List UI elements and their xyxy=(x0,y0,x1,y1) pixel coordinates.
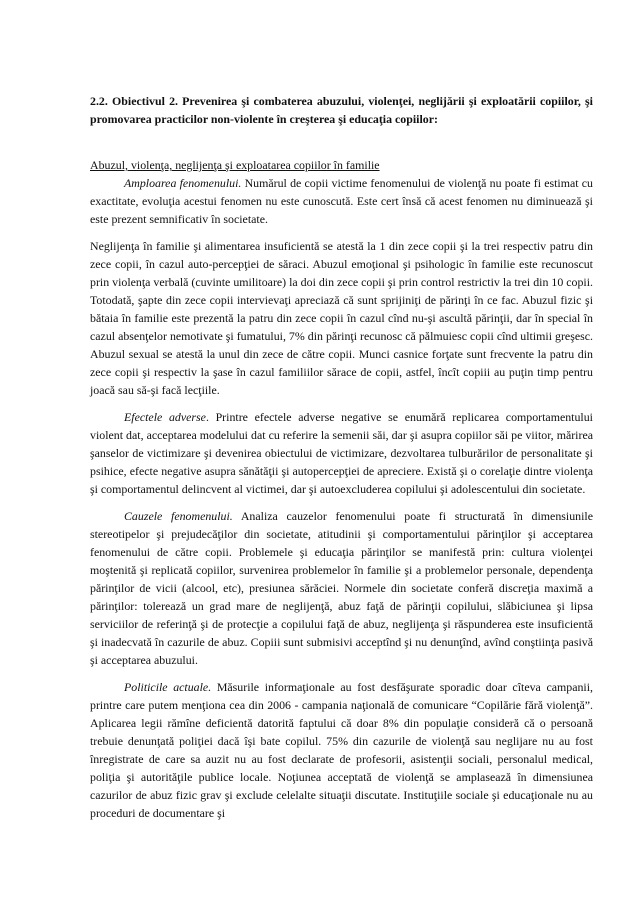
paragraph-lead: Amploarea fenomenului. xyxy=(124,176,242,190)
paragraph-amploarea xyxy=(90,174,593,228)
paragraph-efectele xyxy=(90,408,593,498)
paragraph-text: Analiza cauzelor fenomenului poate fi structurată în dimensiunile stereotipelor şi prejudecăţilor din societate, atitudinii şi comportamentului părinţilor şi acceptarea fenomenului de către copii. Problemele şi educaţia părinţilor se manifestă prin: cultura violenţei moştenită şi replicată copiilor, survenirea problemelor în familie şi a problemelor personale, dependenţa părinţilor de vicii (alcool, etc), presiunea sărăciei. Normele din societate conferă discreţia maximă a părinţilor: tolerează un grad mare de neglijenţă, abuz faţă de părinţii copilului, slăbiciunea şi lipsa serviciilor de referinţă şi de protecţie a copilului faţă de abuz, neglijenţa şi răspunderea este insuficientă şi inadecvată în cazurile de abuz. Copiii sunt submisivi acceptînd şi nu denunţînd, avînd conştiinţa pasivă şi acceptarea abuzului. xyxy=(90,509,593,667)
paragraph-lead: Politicile actuale. xyxy=(124,680,212,694)
paragraph-politicile xyxy=(90,678,593,822)
paragraph-lead: Efectele adverse xyxy=(124,410,206,424)
paragraph-lead: Cauzele fenomenului. xyxy=(124,509,233,523)
paragraph-cauzele xyxy=(90,507,593,669)
paragraph-text: Măsurile informaţionale au fost desfăşurate sporadic doar cîteva campanii, printre care putem menţiona cea din 2006 - campania naţională de comunicare “Copilărie fără violenţă”. Aplicarea legii rămîne deficientă datorită faptului că doar 8% din populaţie consideră că o persoană trebuie denunţată poliţiei dacă îşi bate copilul. 75% din cazurile de violenţă sau neglijare nu au fost înregistrate de care sa auzit nu au fost declarate de profesorii, asistenţii sociali, personalul medical, poliţia şi autorităţile publice locale. Noţiunea acceptată de violenţă se amplasează în dimensiunea cazurilor de abuz fizic grav şi exclude celelalte situaţii discutate. Instituţiile sociale şi educaţionale nu au proceduri de documentare şi xyxy=(90,680,593,820)
section-heading: 2.2. Obiectivul 2. Prevenirea şi combaterea abuzului, violenţei, neglijării şi exploatării copiilor, şi promovarea practicilor non-violente în creşterea şi educaţia copiilor: xyxy=(90,94,593,126)
paragraph-text: Numărul de copii victime fenomenului de violenţă nu poate fi estimat cu exactitate, evoluţia acestui fenomen nu este cunoscută. Este cert însă că acest fenomen nu diminuează şi este prezent semnificativ în societate. xyxy=(90,176,593,226)
document-body xyxy=(90,92,593,822)
section-subheading: Abuzul, violenţa, neglijenţa şi exploatarea copiilor în familie xyxy=(90,158,380,172)
paragraph-neglijenta xyxy=(90,237,593,399)
paragraph-text: . Printre efectele adverse negative se enumără replicarea comportamentului violent dat, acceptarea modelului dat cu referire la semenii săi, dar şi asupra copiilor săi pe viitor, mărirea şanselor de victimizare şi devenirea obiectului de victimizare, dezvoltarea tulburărilor de personalitate şi psihice, efecte negative asupra sănătăţii şi autopercepţiei de apreciere. Există şi o corelaţie dintre violenţa şi comportamentul delincvent al victimei, dar şi autoexcluderea copilului şi adolescentului din societate. xyxy=(90,410,593,496)
paragraph-text: Neglijenţa în familie şi alimentarea insuficientă se atestă la 1 din zece copii şi la trei respectiv patru din zece copii, în cazul auto-percepţiei de săraci. Abuzul emoţional şi psihologic în familie este recunoscut prin violenţa verbală (cuvinte umilitoare) la doi din zece copii şi prin control restrictiv la trei din 10 copii. Totodată, şapte din zece copii intervievaţi apreciază că sunt sprijiniţi de părinţi în ce fac. Abuzul fizic şi bătaia în familie este prezentă la patru din zece copii în cazul cînd nu-şi ascultă părinţii, dar în special în cazul absenţelor nemotivate şi fumatului, 7% din părinţi recunosc că pălmuiesc copii cînd ultimii greşesc. Abuzul sexual se atestă la unul din zece de către copii. Munci casnice forţate sunt frecvente la patru din zece copii şi respectiv la şase în cazul familiilor sărace de copii, astfel, încît copiii au puţin timp pentru joacă sau să-şi facă lecţiile. xyxy=(90,239,593,397)
